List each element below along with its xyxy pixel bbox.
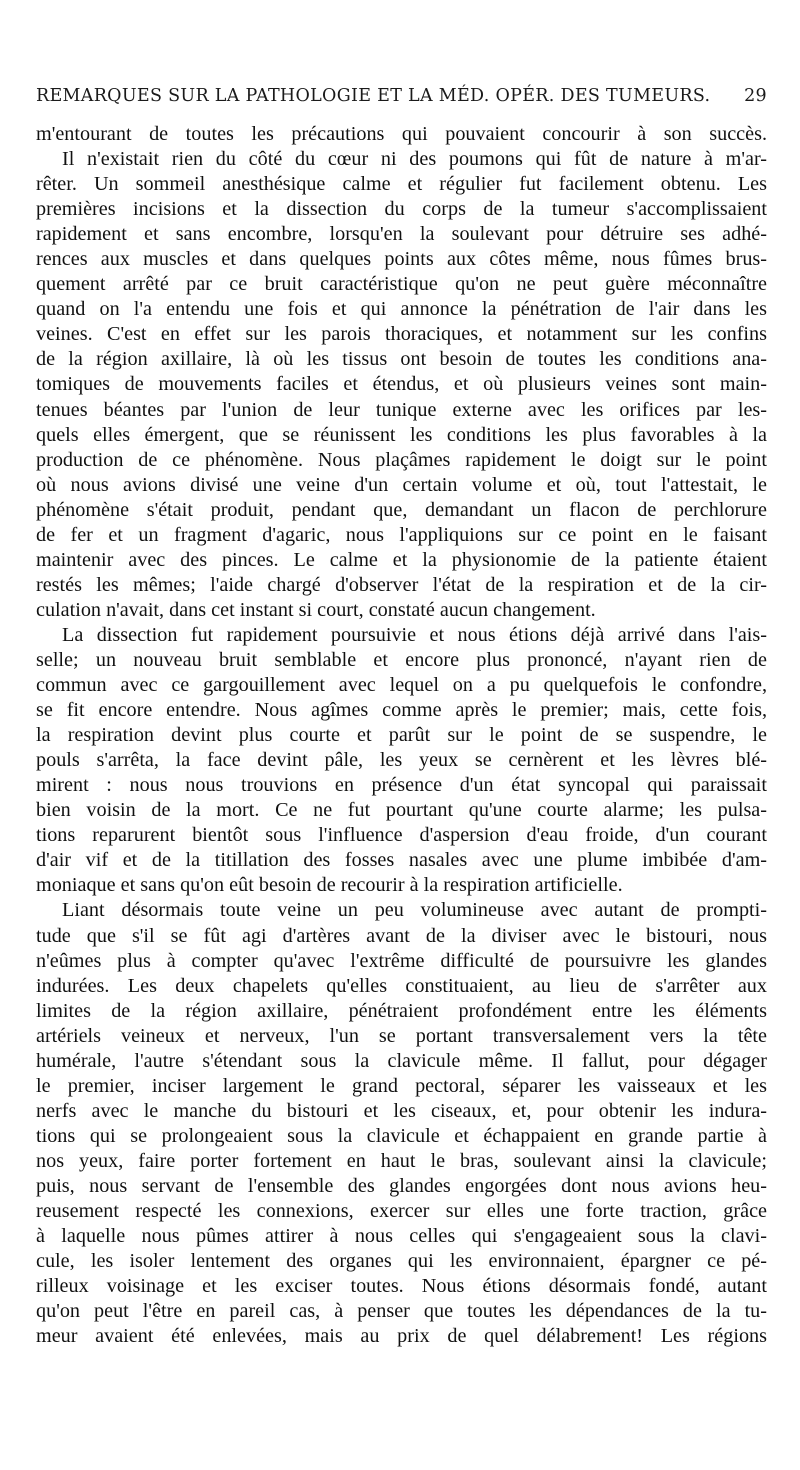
text-line: commun avec ce gargouillement avec lequel on a pu quelquefois le confondre, <box>36 674 767 697</box>
text-line: La dissection fut rapidement poursuivie et nous étions déjà arrivé dans l'ais- <box>62 623 767 646</box>
text-line: premières incisions et la dissection du corps de la tumeur s'accomplissaient <box>36 198 767 221</box>
text-line: à laquelle nous pûmes attirer à nous celles qui s'engageaient sous la clavi- <box>36 1225 767 1248</box>
text-line: quand on l'a entendu une fois et qui annonce la pénétration de l'air dans les <box>36 298 767 321</box>
text-line: de la région axillaire, là où les tissus ont besoin de toutes les conditions ana- <box>36 348 767 371</box>
text-line: bien voisin de la mort. Ce ne fut pourtant qu'une courte alarme; les pulsa- <box>36 799 767 822</box>
text-line: limites de la région axillaire, pénétraient profondément entre les éléments <box>36 999 767 1022</box>
text-line: quels elles émergent, que se réunissent les conditions les plus favorables à la <box>36 423 767 446</box>
text-line: humérale, l'autre s'étendant sous la clavicule même. Il fallut, pour dégager <box>36 1049 767 1072</box>
text-line: selle; un nouveau bruit semblable et encore plus prononcé, n'ayant rien de <box>36 648 767 671</box>
text-line: rilleux voisinage et les exciser toutes. Nous étions désormais fondé, autant <box>36 1275 767 1298</box>
text-line: quement arrêté par ce bruit caractéristique qu'on ne peut guère méconnaître <box>36 273 767 296</box>
text-line: tomiques de mouvements faciles et étendus, et où plusieurs veines sont main- <box>36 373 767 396</box>
text-line: tenues béantes par l'union de leur tunique externe avec les orifices par les- <box>36 398 767 421</box>
text-line: moniaque et sans qu'on eût besoin de recourir à la respiration artificielle. <box>36 874 623 897</box>
text-line: reusement respecté les connexions, exercer sur elles une forte traction, grâce <box>36 1200 767 1223</box>
text-line: nerfs avec le manche du bistouri et les ciseaux, et, pour obtenir les indura- <box>36 1099 767 1122</box>
running-header <box>36 86 767 106</box>
text-line: m'entourant de toutes les précautions qui pouvaient concourir à son succès. <box>36 123 767 145</box>
text-line: puis, nous servant de l'ensemble des glandes engorgées dont nous avions heu- <box>36 1174 767 1197</box>
text-line: artériels veineux et nerveux, l'un se portant transversalement vers la tête <box>36 1024 767 1047</box>
text-line: tude que s'il se fût agi d'artères avant de la diviser avec le bistouri, nous <box>36 924 767 947</box>
text-line: nos yeux, faire porter fortement en haut le bras, soulevant ainsi la clavicule; <box>36 1149 767 1172</box>
text-line: se fit encore entendre. Nous agîmes comme après le premier; mais, cette fois, <box>36 699 767 722</box>
text-line: la respiration devint plus courte et parût sur le point de se suspendre, le <box>36 724 767 747</box>
text-line: maintenir avec des pinces. Le calme et la physionomie de la patiente étaient <box>36 548 767 571</box>
text-line: restés les mêmes; l'aide chargé d'observer l'état de la respiration et de la cir- <box>36 573 767 596</box>
text-line: pouls s'arrêta, la face devint pâle, les yeux se cernèrent et les lèvres blé- <box>36 749 767 772</box>
text-line: meur avaient été enlevées, mais au prix de quel délabrement! Les régions <box>36 1325 767 1348</box>
text-line: où nous avions divisé une veine d'un certain volume et où, tout l'attestait, le <box>36 473 767 496</box>
text-line: tions reparurent bientôt sous l'influence d'aspersion d'eau froide, d'un courant <box>36 824 767 847</box>
text-line: d'air vif et de la titillation des fosses nasales avec une plume imbibée d'am- <box>36 849 767 872</box>
text-line: rêter. Un sommeil anesthésique calme et régulier fut facilement obtenu. Les <box>36 173 767 196</box>
text-line: cule, les isoler lentement des organes qui les environnaient, épargner ce pé- <box>36 1250 767 1273</box>
text-line: qu'on peut l'être en pareil cas, à penser que toutes les dépendances de la tu- <box>36 1300 767 1323</box>
text-line: le premier, inciser largement le grand pectoral, séparer les vaisseaux et les <box>36 1074 767 1097</box>
text-line: Liant désormais toute veine un peu volumineuse avec autant de prompti- <box>62 899 767 922</box>
text-line: tions qui se prolongeaient sous la clavicule et échappaient en grande partie à <box>36 1124 767 1147</box>
text-line: de fer et un fragment d'agaric, nous l'appliquions sur ce point en le faisant <box>36 523 767 546</box>
running-title: REMARQUES SUR LA PATHOLOGIE ET LA MÉD. OPÉR. DES TUMEURS. <box>36 86 711 106</box>
text-line: mirent : nous nous trouvions en présence d'un état syncopal qui paraissait <box>36 774 767 797</box>
text-line: phénomène s'était produit, pendant que, demandant un flacon de perchlorure <box>36 498 767 521</box>
text-line: rapidement et sans encombre, lorsqu'en la soulevant pour détruire ses adhé- <box>36 223 767 246</box>
body-text <box>36 122 767 1349</box>
text-line: culation n'avait, dans cet instant si court, constaté aucun changement. <box>36 598 596 621</box>
text-line: indurées. Les deux chapelets qu'elles constituaient, au lieu de s'arrêter aux <box>36 974 767 997</box>
text-line: veines. C'est en effet sur les parois thoraciques, et notamment sur les confins <box>36 323 767 346</box>
text-line: production de ce phénomène. Nous plaçâmes rapidement le doigt sur le point <box>36 448 767 471</box>
text-line: Il n'existait rien du côté du cœur ni des poumons qui fût de nature à m'ar- <box>62 148 767 171</box>
text-line: n'eûmes plus à compter qu'avec l'extrême difficulté de poursuivre les glandes <box>36 949 767 972</box>
page-number: 29 <box>744 86 767 106</box>
text-line: rences aux muscles et dans quelques points aux côtes même, nous fûmes brus- <box>36 248 767 271</box>
